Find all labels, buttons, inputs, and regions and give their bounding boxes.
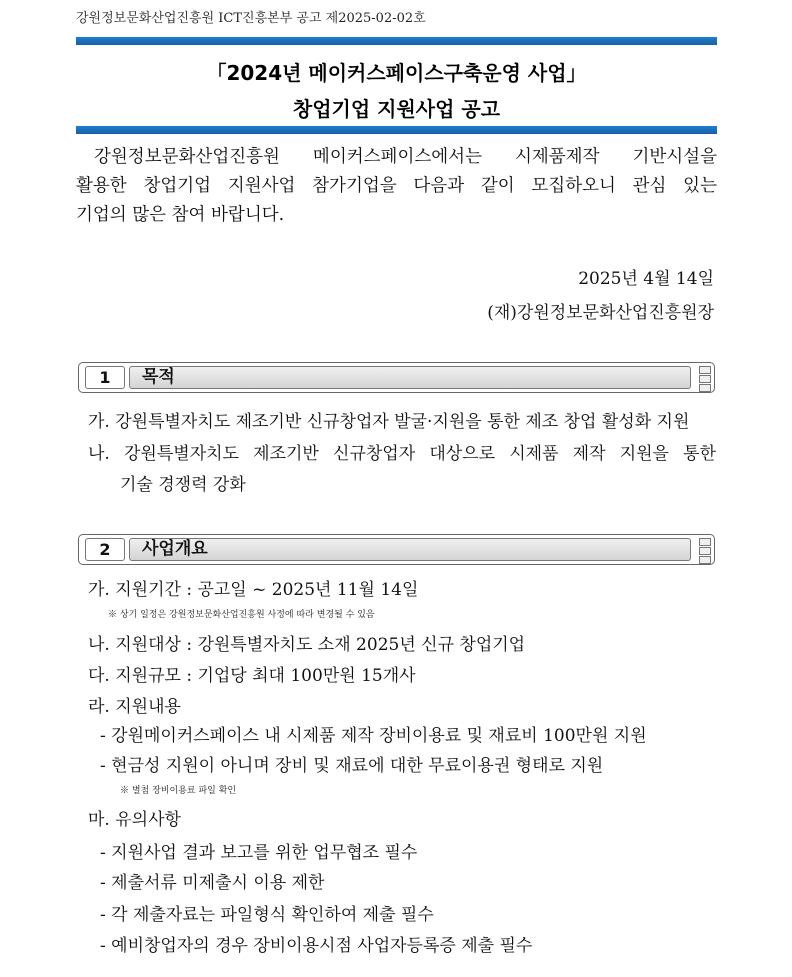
intro-line: 활용한 창업기업 지원사업 참가기업을 다음과 같이 모집하오니 관심 있는 xyxy=(76,176,717,196)
section-title: 사업개요 xyxy=(129,538,691,561)
notes-heading: 마. 유의사항 xyxy=(88,810,181,830)
intro-line: 기업의 많은 참여 바랍니다. xyxy=(76,205,285,225)
notice-title-line2: 창업기업 지원사업 공고 xyxy=(292,97,501,121)
support-content-note: ※ 별첨 장비이용료 파일 확인 xyxy=(120,786,237,796)
section-header-overview xyxy=(78,534,715,565)
support-content-item: - 강원메이커스페이스 내 시제품 제작 장비이용료 및 재료비 100만원 지원 xyxy=(100,726,647,746)
support-scale: 다. 지원규모 : 기업당 최대 100만원 15개사 xyxy=(88,666,416,686)
section-title: 목적 xyxy=(129,366,691,389)
section-scroll-icon xyxy=(699,538,711,561)
notes-item: - 예비창업자의 경우 장비이용시점 사업자등록증 제출 필수 xyxy=(100,936,533,956)
section-header-purpose xyxy=(78,362,715,393)
support-period: 가. 지원기간 : 공고일 ~ 2025년 11월 14일 xyxy=(88,580,419,600)
support-content-item: - 현금성 지원이 아니며 장비 및 재료에 대한 무료이용권 형태로 지원 xyxy=(100,756,604,776)
purpose-item: 가. 강원특별자치도 제조기반 신규창업자 발굴·지원을 통한 제조 창업 활성화 지원 xyxy=(88,412,690,432)
purpose-item: 나. 강원특별자치도 제조기반 신규창업자 대상으로 시제품 제작 지원을 통한 xyxy=(88,444,716,464)
support-target: 나. 지원대상 : 강원특별자치도 소재 2025년 신규 창업기업 xyxy=(88,635,526,655)
support-content-heading: 라. 지원내용 xyxy=(88,697,181,717)
notes-item: - 제출서류 미제출시 이용 제한 xyxy=(100,873,325,893)
notice-title-line1: 「2024년 메이커스페이스구축운영 사업」 xyxy=(206,61,587,85)
section-scroll-icon xyxy=(699,366,711,389)
section-number: 1 xyxy=(85,366,125,389)
issuing-organization: (재)강원정보문화산업진흥원장 xyxy=(487,303,714,323)
purpose-item-continued: 기술 경쟁력 강화 xyxy=(120,475,246,495)
support-period-note: ※ 상기 일정은 강원정보문화산업진흥원 사정에 따라 변경될 수 있음 xyxy=(108,610,375,620)
notes-item: - 각 제출자료는 파일형식 확인하여 제출 필수 xyxy=(100,905,434,925)
notice-reference: 강원정보문화산업진흥원 ICT진흥본부 공고 제2025-02-02호 xyxy=(76,11,426,26)
notice-date: 2025년 4월 14일 xyxy=(578,269,714,289)
section-number: 2 xyxy=(85,538,125,561)
intro-line: 강원정보문화산업진흥원 메이커스페이스에서는 시제품제작 기반시설을 xyxy=(94,147,717,167)
title-rule-top xyxy=(76,37,717,45)
title-rule-bottom xyxy=(76,126,717,134)
intro-paragraph xyxy=(76,143,717,230)
notes-item: - 지원사업 결과 보고를 위한 업무협조 필수 xyxy=(100,843,418,863)
